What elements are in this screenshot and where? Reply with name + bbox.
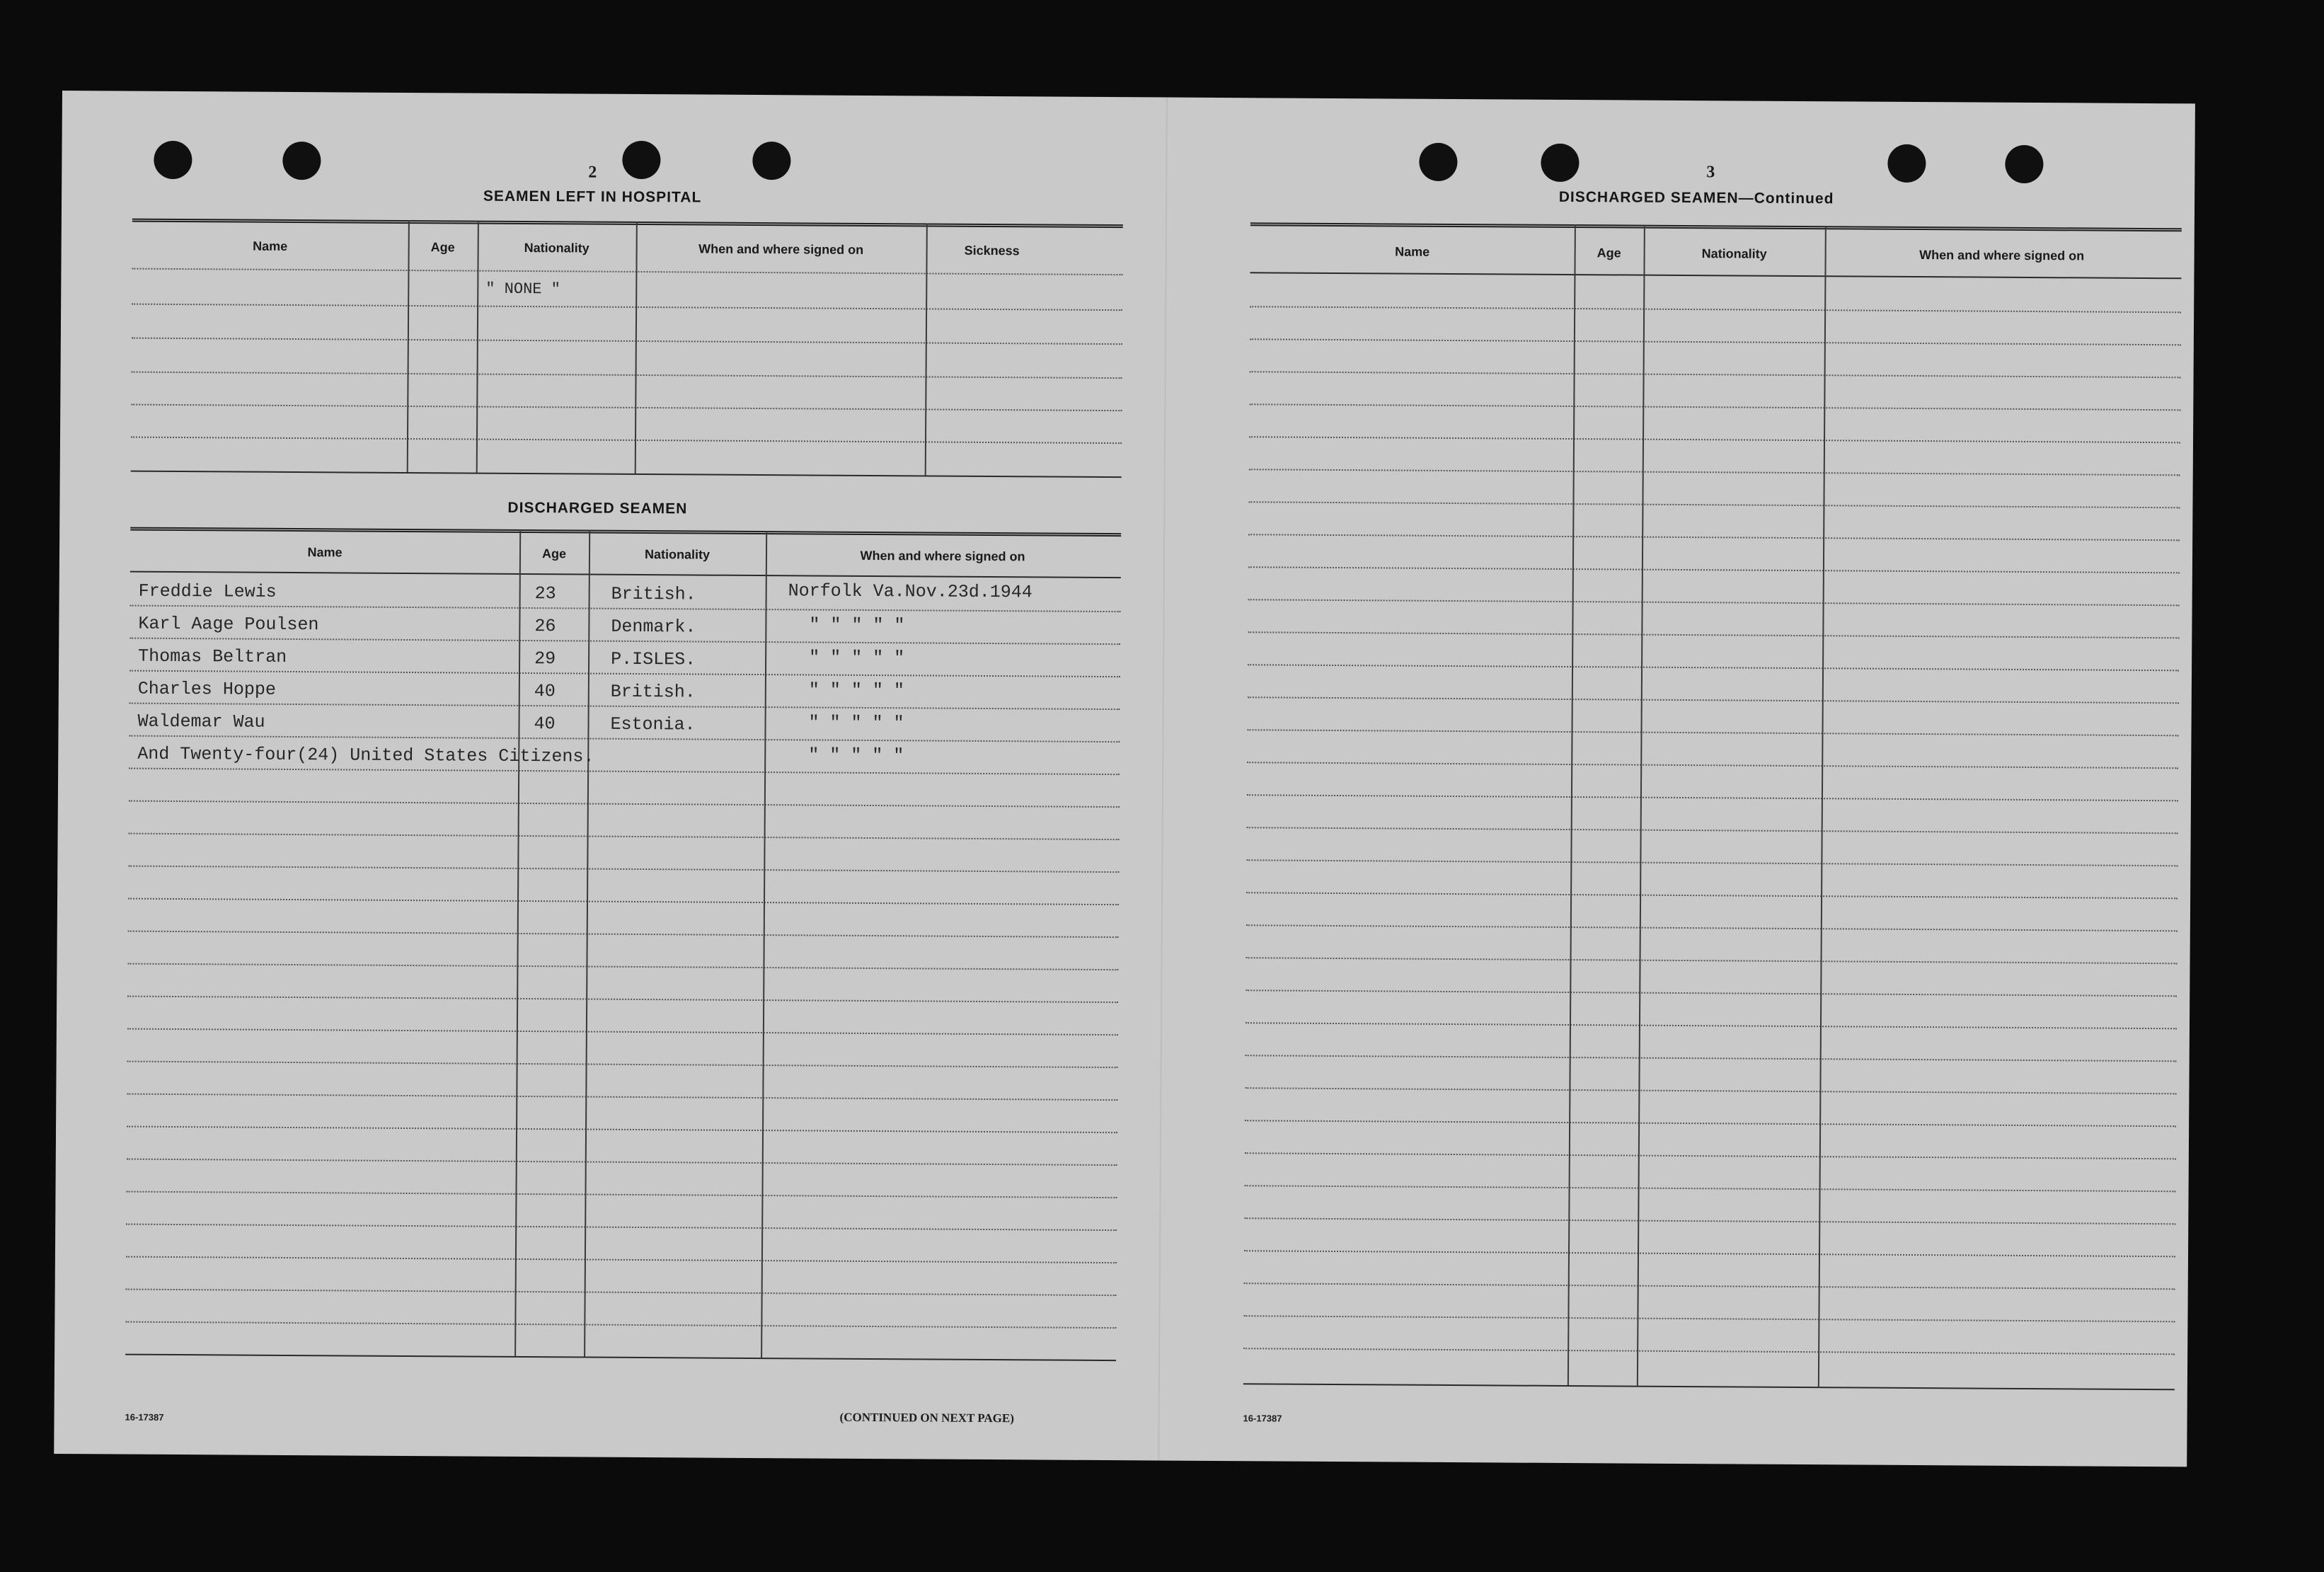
summary-line: And Twenty-four(24) United States Citizens.	[137, 743, 594, 767]
seaman-age: 26	[534, 616, 556, 637]
discharged-section-title: DISCHARGED SEAMEN	[507, 499, 688, 517]
seaman-signed-on: " " " " "	[808, 679, 904, 701]
continued-table	[1243, 222, 2182, 1417]
seaman-name: Thomas Beltran	[138, 646, 287, 667]
column-header-sickness: Sickness	[964, 243, 1020, 258]
hospital-section-title: SEAMEN LEFT IN HOSPITAL	[483, 188, 702, 206]
seaman-nationality: British.	[610, 681, 696, 703]
seaman-name: Charles Hoppe	[137, 678, 276, 700]
column-header-age: Age	[541, 546, 567, 561]
seaman-signed-on: Norfolk Va.Nov.23d.1944	[788, 580, 1032, 603]
page-number: 2	[588, 163, 597, 182]
seaman-signed-on: " " " " "	[809, 647, 905, 669]
column-header-signed-on: When and where signed on	[1919, 248, 2085, 263]
seaman-nationality: Denmark.	[611, 616, 696, 638]
seaman-name: Karl Aage Poulsen	[138, 613, 319, 636]
column-header-nationality: Nationality	[524, 240, 589, 256]
column-header-name: Name	[307, 545, 343, 560]
column-header-signed-on: When and where signed on	[860, 548, 1025, 564]
page-fold	[1158, 98, 1168, 1461]
column-header-name: Name	[253, 239, 288, 253]
column-header-nationality: Nationality	[644, 547, 711, 562]
seaman-age: 23	[534, 583, 556, 604]
right-page	[1172, 98, 2195, 1467]
column-header-age: Age	[430, 240, 455, 255]
left-page	[54, 91, 1152, 1460]
seaman-signed-on: " " " " "	[808, 712, 904, 734]
seaman-name: Freddie Lewis	[138, 580, 277, 602]
seaman-signed-on: " " " " "	[809, 614, 905, 636]
seaman-name: Waldemar Wau	[137, 711, 265, 733]
seaman-nationality: Estonia.	[610, 713, 696, 735]
continued-note: (CONTINUED ON NEXT PAGE)	[839, 1410, 1014, 1425]
form-number: 16-17387	[1243, 1413, 1282, 1424]
seaman-age: 40	[534, 713, 556, 735]
hospital-table	[131, 219, 1123, 487]
none-entry: " NONE "	[485, 280, 560, 299]
form-number: 16-17387	[125, 1411, 164, 1423]
seaman-nationality: British.	[611, 583, 696, 605]
summary-signed-on: " " " " "	[808, 745, 904, 767]
seaman-age: 29	[534, 648, 556, 670]
column-header-signed-on: When and where signed on	[698, 241, 864, 257]
discharged-table	[125, 527, 1121, 1404]
ledger-sheet	[54, 91, 2195, 1467]
seaman-nationality: P.ISLES.	[611, 648, 696, 670]
column-header-age: Age	[1597, 246, 1621, 260]
page-number: 3	[1706, 163, 1715, 182]
seaman-age: 40	[534, 681, 556, 702]
column-header-name: Name	[1395, 244, 1430, 259]
continued-section-title: DISCHARGED SEAMEN—Continued	[1558, 188, 1834, 207]
column-header-nationality: Nationality	[1701, 246, 1767, 261]
